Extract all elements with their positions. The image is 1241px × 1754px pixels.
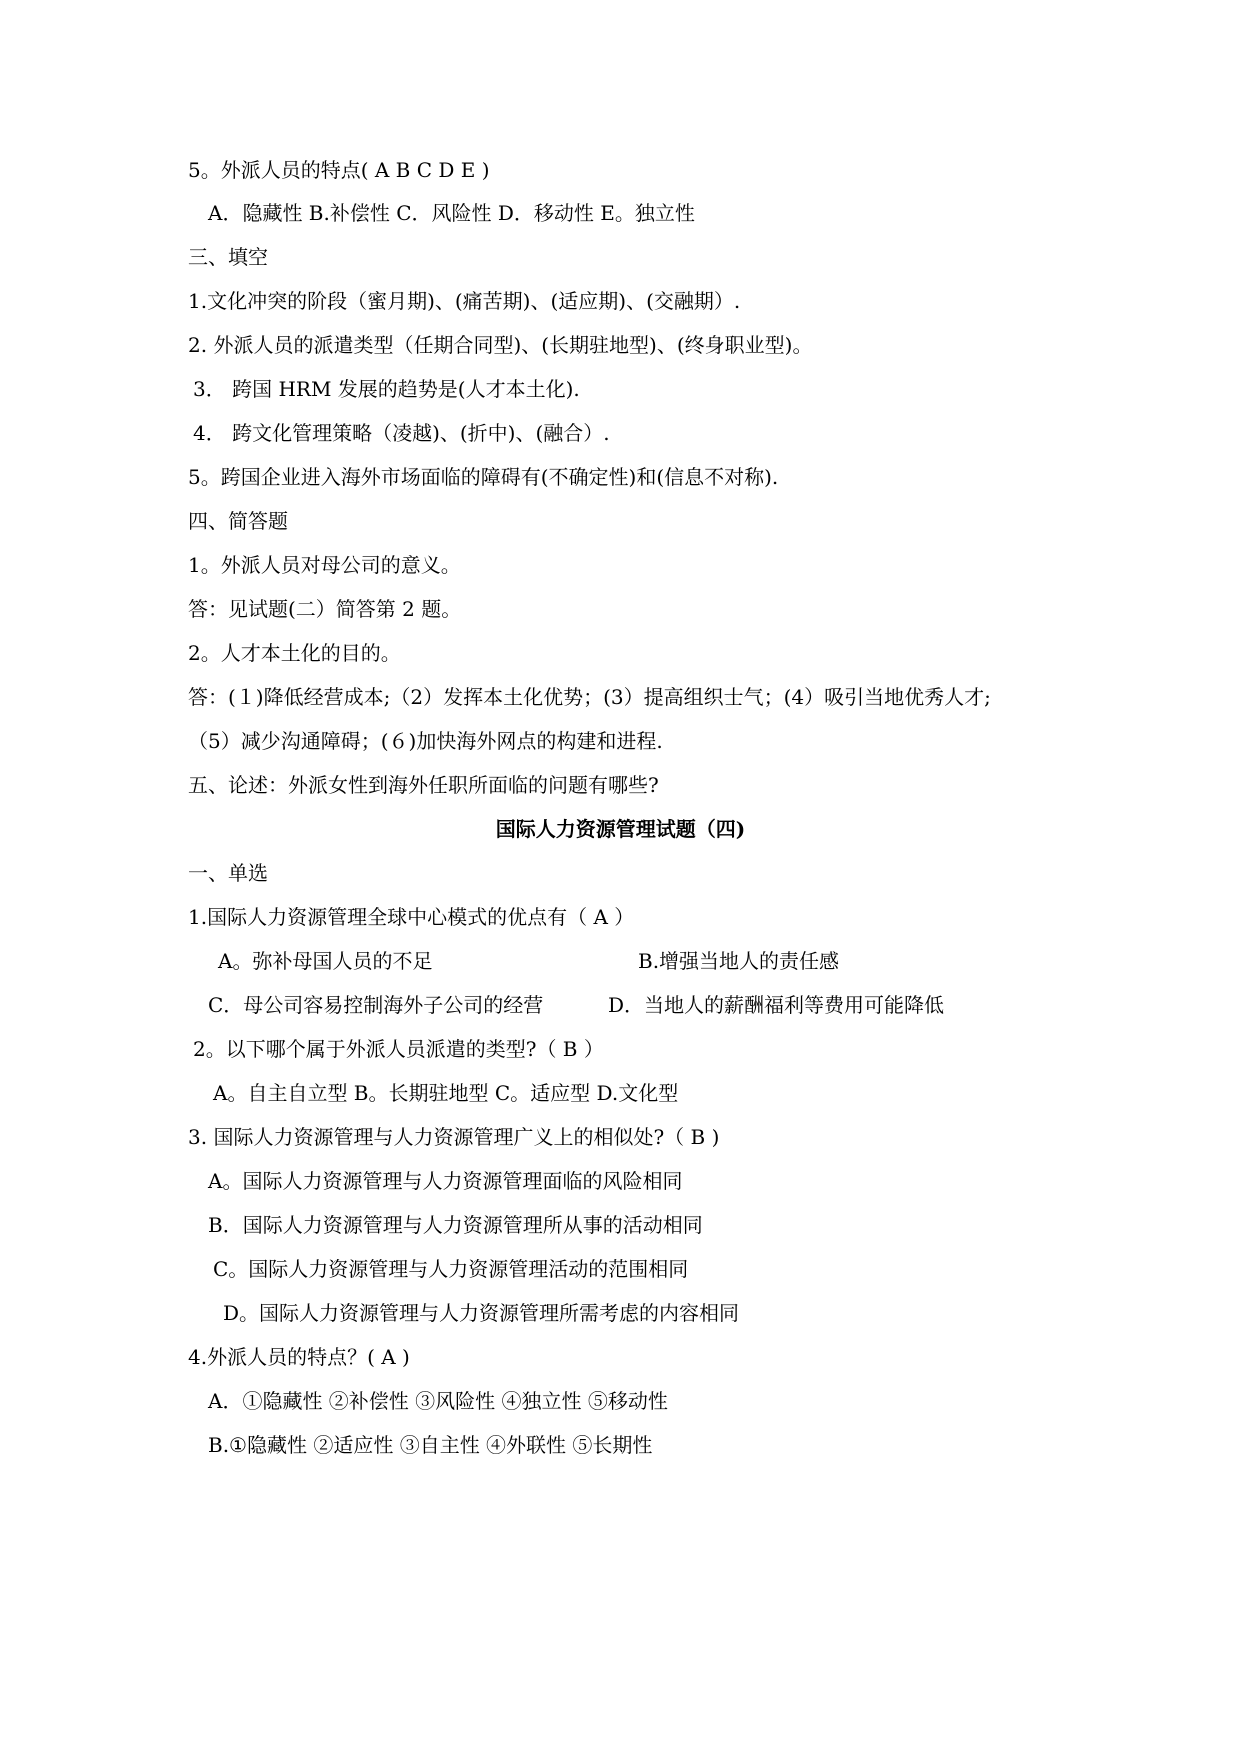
single-choice-question-2: 2。以下哪个属于外派人员派遣的类型?（ B ） <box>193 1037 604 1061</box>
section-heading-fill-in: 三、填空 <box>188 245 268 269</box>
fill-in-item-3: 3． 跨国 HRM 发展的趋势是(人才本土化). <box>193 377 580 401</box>
fill-in-item-4: 4． 跨文化管理策略（凌越)、(折中)、(融合）. <box>193 421 610 445</box>
question-4-option-b: B.①隐藏性 ②适应性 ③自主性 ④外联性 ⑤长期性 <box>208 1433 653 1457</box>
single-choice-question-1: 1.国际人力资源管理全球中心模式的优点有（ A ） <box>188 905 635 929</box>
question-3-option-c: C。国际人力资源管理与人力资源管理活动的范围相同 <box>213 1257 689 1281</box>
fill-in-item-2: 2. 外派人员的派遣类型（任期合同型)、(长期驻地型)、(终身职业型)。 <box>188 333 813 357</box>
fill-in-item-5: 5。跨国企业进入海外市场面临的障碍有(不确定性)和(信息不对称). <box>188 465 779 489</box>
question-2-options: A。自主自立型 B。长期驻地型 C。适应型 D.文化型 <box>213 1081 679 1105</box>
question-1-option-b: B.增强当地人的责任感 <box>638 949 840 973</box>
exam-title: 国际人力资源管理试题（四) <box>495 817 746 841</box>
short-answer-question-1: 1。外派人员对母公司的意义。 <box>188 553 461 577</box>
question-3-option-b: B．国际人力资源管理与人力资源管理所从事的活动相同 <box>208 1213 703 1237</box>
question-1-option-c: C．母公司容易控制海外子公司的经营 <box>208 993 544 1017</box>
section-heading-single-choice: 一、单选 <box>188 861 268 885</box>
question-5-options: A．隐藏性 B.补偿性 C．风险性 D．移动性 E。独立性 <box>208 201 695 225</box>
question-1-option-a: A。弥补母国人员的不足 <box>218 949 433 973</box>
question-4-option-a: A．①隐藏性 ②补偿性 ③风险性 ④独立性 ⑤移动性 <box>208 1389 668 1413</box>
fill-in-item-1: 1.文化冲突的阶段（蜜月期)、(痛苦期)、(适应期)、(交融期）. <box>188 289 741 313</box>
question-3-option-d: D。国际人力资源管理与人力资源管理所需考虑的内容相同 <box>223 1301 740 1325</box>
short-answer-question-2: 2。人才本土化的目的。 <box>188 641 401 665</box>
question-1-option-d: D．当地人的薪酬福利等费用可能降低 <box>608 993 945 1017</box>
short-answer-answer-1: 答：见试题(二）简答第 2 题。 <box>188 597 462 621</box>
section-heading-short-answer: 四、简答题 <box>188 509 288 533</box>
single-choice-question-3: 3. 国际人力资源管理与人力资源管理广义上的相似处?（ B ) <box>188 1125 720 1149</box>
section-heading-essay: 五、论述：外派女性到海外任职所面临的问题有哪些? <box>188 773 659 797</box>
short-answer-answer-2-line-2: （5）减少沟通障碍；(６)加快海外网点的构建和进程. <box>188 729 663 753</box>
short-answer-answer-2-line-1: 答：(１)降低经营成本;（2）发挥本土化优势；(3）提高组织士气；(4）吸引当地优秀人才; <box>188 685 991 709</box>
single-choice-question-4: 4.外派人员的特点？( A ) <box>188 1345 410 1369</box>
question-5-expatriate-traits: 5。外派人员的特点( A B C D E ) <box>188 158 490 182</box>
question-3-option-a: A。国际人力资源管理与人力资源管理面临的风险相同 <box>208 1169 683 1193</box>
